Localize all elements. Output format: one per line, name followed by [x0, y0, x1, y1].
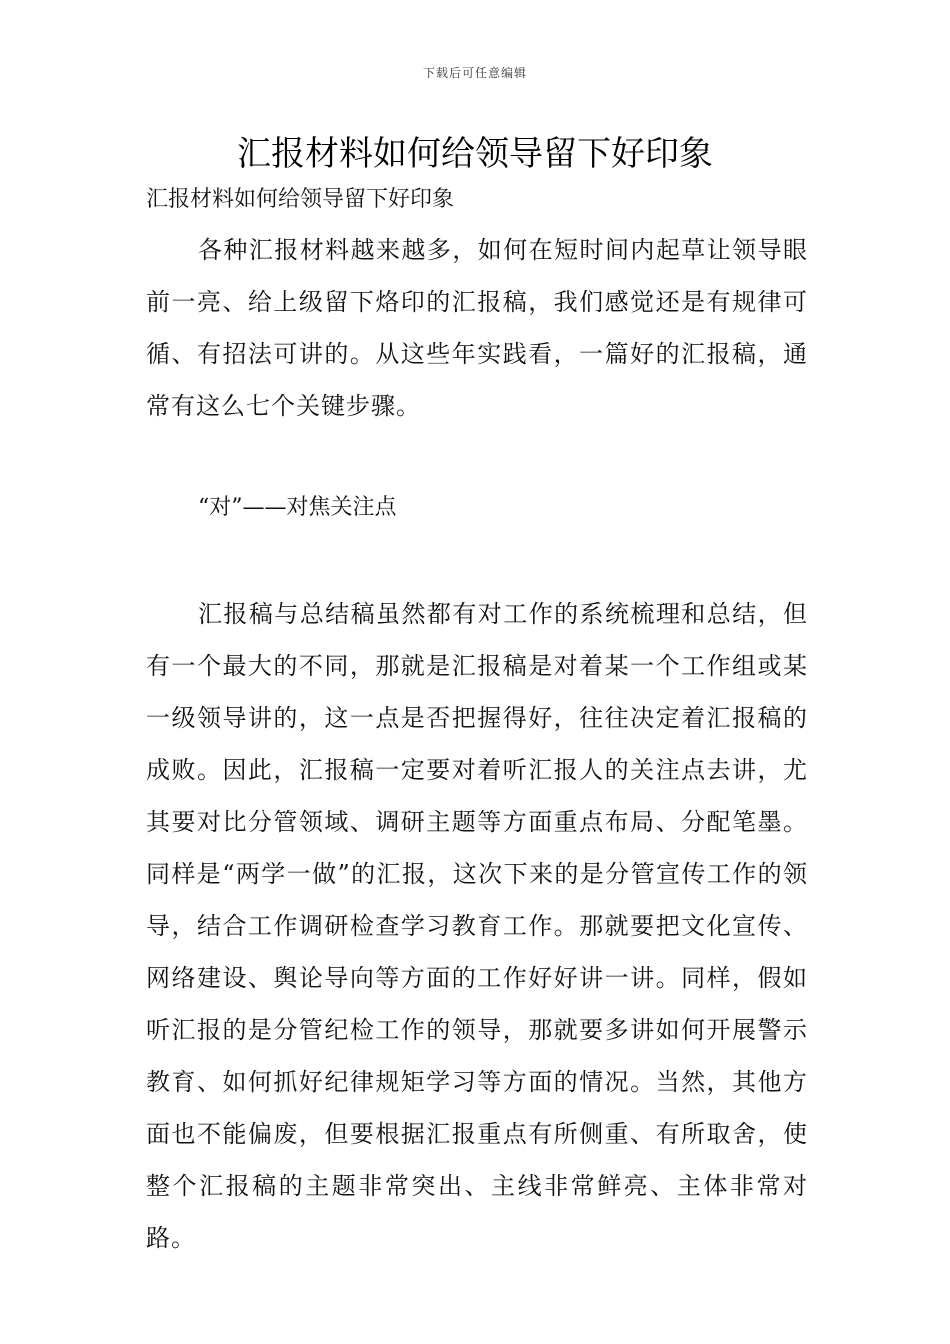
- body-paragraph: 汇报稿与总结稿虽然都有对工作的系统梳理和总结，但有一个最大的不同，那就是汇报稿是对着某一个工作组或某一级领导讲的，这一点是否把握得好，往往决定着汇报稿的成败。因此，汇报稿一定要对着听汇报人的关注点去讲，尤其要对比分管领域、调研主题等方面重点布局、分配笔墨。同样是“两学一做”的汇报，这次下来的是分管宣传工作的领导，结合工作调研检查学习教育工作。那就要把文化宣传、网络建设、舆论导向等方面的工作好好讲一讲。同样，假如听汇报的是分管纪检工作的领导，那就要多讲如何开展警示教育、如何抓好纪律规矩学习等方面的情况。当然，其他方面也不能偏废，但要根据汇报重点有所侧重、有所取舍，使整个汇报稿的主题非常突出、主线非常鲜亮、主体非常对路。: [146, 600, 808, 1252]
- document-title: 汇报材料如何给领导留下好印象: [237, 134, 713, 174]
- section-heading: “对”——对焦关注点: [198, 495, 397, 520]
- intro-paragraph: 各种汇报材料越来越多，如何在短时间内起草让领导眼前一亮、给上级留下烙印的汇报稿，我们感觉还是有规律可循、有招法可讲的。从这些年实践看，一篇好的汇报稿，通常有这么七个关键步骤。: [146, 236, 808, 420]
- document-subtitle: 汇报材料如何给领导留下好印象: [146, 187, 455, 212]
- header-note: 下载后可任意编辑: [422, 66, 527, 80]
- document-body: [146, 180, 808, 1264]
